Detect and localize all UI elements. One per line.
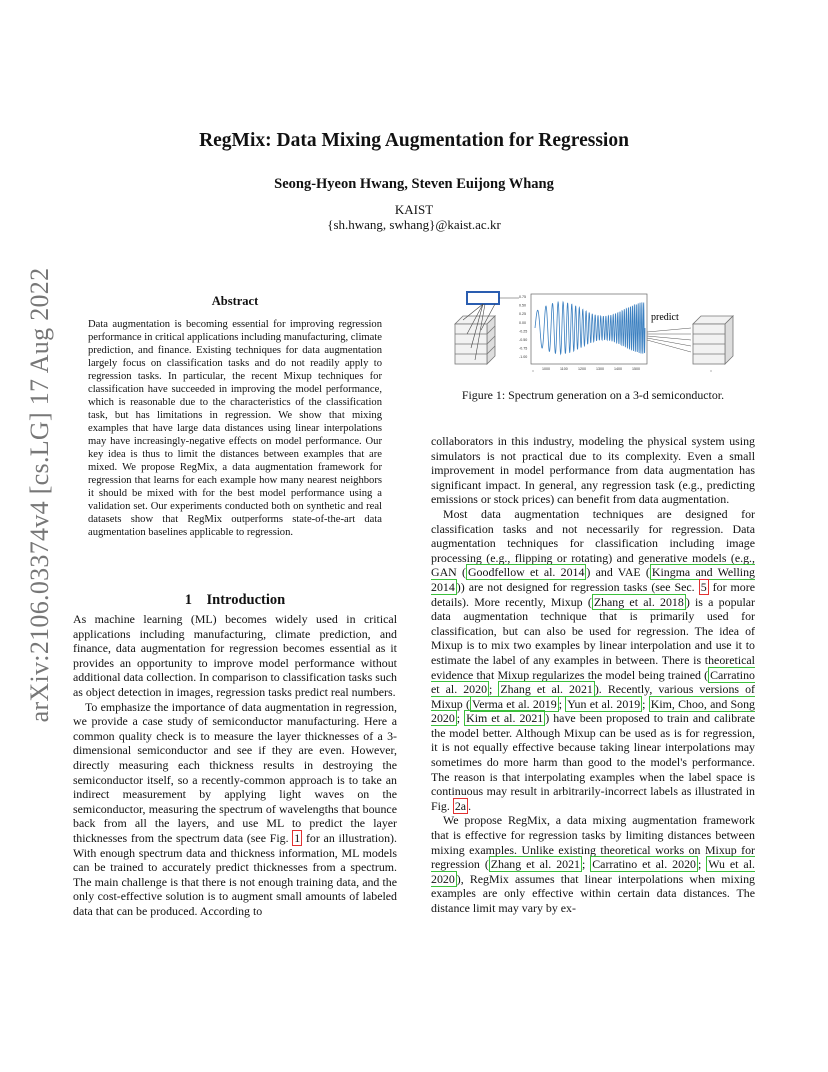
- text-span: for an illustration). With enough spectrum data and thickness information, ML models can be trained to accurately predict thicknesses from a spectrum. The main challenge is that there is not enough training data, and the only cost-effective solution is to augment small amounts of labeled data that can be produced. According to: [73, 830, 397, 918]
- arxiv-id: arXiv:2106.03374v4 [cs.LG] 17 Aug 2022: [25, 267, 54, 723]
- text-span: for more details). More recently, Mixup (: [431, 579, 755, 609]
- intro-paragraph-1: As machine learning (ML) becomes widely used in critical applications including manufacturing, climate prediction, and finance, data augmentation for regression becomes essential as it provides an opportunity to improve model performance without additional data collection. In comparison to classification tasks such as object detection in images, regression tasks predict real numbers.: [73, 612, 397, 699]
- y-tick-label: -0.50: [519, 338, 528, 342]
- paper-authors: Seong-Hyeon Hwang, Steven Euijong Whang: [274, 176, 554, 192]
- text-span: We propose RegMix, a data mixing augmentation framework that is effective for regression tasks by limiting distances between mixing examples. Unlike existing theoretical works on Mixup for regression (: [431, 813, 755, 872]
- col2-paragraph-2: [431, 507, 755, 813]
- citation-link[interactable]: Carratino et al. 2020: [431, 667, 755, 697]
- figure-1: [445, 286, 741, 378]
- spectrum-x-ticks: [542, 367, 640, 371]
- predict-label: predict: [651, 312, 679, 323]
- citation-link[interactable]: Verma et al. 2019: [471, 696, 557, 711]
- citation-link[interactable]: Yun et al. 2019: [567, 696, 641, 711]
- x-tick-label: 1400: [614, 367, 622, 371]
- predict-arrows: [647, 328, 691, 352]
- y-tick-label: -0.75: [519, 346, 528, 351]
- text-span: ;: [642, 696, 649, 711]
- figure-ref-link[interactable]: 1: [294, 830, 301, 845]
- citation-link[interactable]: Zhang et al. 2018: [593, 594, 684, 609]
- figure-ref-link[interactable]: 2a: [454, 798, 467, 813]
- citation-link[interactable]: Carratino et al. 2020: [592, 857, 696, 872]
- abstract-heading: Abstract: [211, 294, 259, 308]
- text-span: ), RegMix assumes that linear interpolations when mixing examples are only effective within certain data distances. The distance limit may vary by ex-: [431, 871, 755, 915]
- col2-paragraph-3: [431, 813, 755, 915]
- x-tick-label: 1500: [632, 367, 640, 371]
- text-span: ;: [581, 857, 591, 872]
- text-span: ;: [456, 711, 465, 726]
- citation-link[interactable]: Kingma and Welling 2014: [431, 565, 755, 594]
- arxiv-sidebar: [20, 267, 60, 723]
- citation-link[interactable]: Goodfellow et al. 2014: [467, 565, 585, 580]
- text-span: To emphasize the importance of data augmentation in regression, we provide a case study of semiconductor manufacturing. Here a common quality check is to measure the layer thicknesses of a 3-dimensional semiconductor and see if they are even. However, directly measuring each thickness results in destroying the semiconductor itself, so a recently-common approach is to take an indirect measurement by applying light waves on the semiconductor, measuring the spectrum of wavelengths that bounce back from all the layers, and use ML to predict the layer thicknesses from the spectrum data (see Fig.: [73, 699, 397, 845]
- affiliation-block: [0, 202, 828, 232]
- x-tick-label: 1000: [542, 367, 550, 371]
- y-tick-label: -1.00: [519, 355, 528, 360]
- y-tick-label: 0.00: [519, 320, 526, 325]
- citation-link[interactable]: Zhang et al. 2021: [490, 857, 580, 872]
- x-tick-label: 1300: [596, 367, 604, 371]
- y-tick-label: -0.25: [519, 329, 528, 334]
- x-tick-label: 1100: [560, 367, 568, 371]
- y-tick-label: 0.25: [519, 312, 526, 317]
- affiliation: KAIST: [394, 202, 434, 217]
- text-span: )) are not designed for regression tasks (see Sec.: [456, 579, 695, 594]
- text-span: ;: [697, 857, 707, 872]
- paper-title: RegMix: Data Mixing Augmentation for Regression: [199, 130, 629, 151]
- y-tick-label: 0.50: [519, 303, 526, 308]
- abstract-text: Data augmentation is becoming essential for improving regression performance in critical applications including manufacturing, climate prediction, and finance. Existing techniques for data augmentation largely focus on classification tasks and do not readily apply to regression tasks. In particular, the recent Mixup techniques for classification have succeeded in improving the model performance, which is reasonable due to the characteristics of the classification task, but has limitations in regression. We show that mixing examples that have large data distances using linear interpolations may have increasingly-negative effects on model performance. Our key idea is thus to limit the distances between examples that are mixed. We propose RegMix, a data augmentation framework for regression that learns for each example how many nearest neighbors it should be mixed with for the best model performance using a validation set. Our experiments conducted both on synthetic and real datasets show that RegMix outperforms state-of-the-art data augmentation baselines applicable to regression.: [88, 319, 382, 538]
- text-span: .: [468, 798, 472, 813]
- col2-paragraph-1: collaborators in this industry, modeling the physical system using simulators is not practical due to its complexity. Even a small improvement in model performance from data augmentation has significant impact. In general, any regression task (e.g., predicting emissions or stock prices) can benefit from data augmentation.: [431, 434, 755, 507]
- text-span: ) have been proposed to train and calibrate the model better. Although Mixup can be used as is for regression, it is not equally effective because taking linear interpolations may sometimes do more harm than good to the model's performance. The reason is that interpolating examples when the label space is continuous may result in arbitrarily-incorrect labels as illustrated in Fig.: [431, 711, 755, 813]
- section-title: Introduction: [206, 592, 286, 608]
- citation-link[interactable]: Kim et al. 2021: [466, 711, 544, 726]
- text-span: ;: [558, 696, 566, 711]
- x-tick-label: 1200: [578, 367, 586, 371]
- text-span: ) and VAE (: [586, 565, 650, 580]
- text-span: Most data augmentation techniques are designed for classification tasks and not necessarily for regression. Data augmentation techniques for classification including image processing (e.g., flipping or rotating) and generative models (e.g., GAN (: [431, 506, 755, 580]
- section-heading-introduction: [73, 592, 397, 609]
- y-tick-label: 0.75: [519, 295, 526, 299]
- light-source-box: [467, 292, 499, 304]
- figure-caption: Figure 1: Spectrum generation on a 3-d semiconductor.: [461, 388, 725, 402]
- semiconductor-left-icon: [455, 316, 495, 364]
- citation-link[interactable]: Wu et al. 2020: [431, 857, 755, 886]
- text-span: ;: [489, 682, 499, 697]
- section-ref-link[interactable]: 5: [700, 579, 707, 594]
- text-span: ) is a popular data augmentation technique that is primarily used for classification, but can also be used for regression. The idea of Mixup is to mix two examples by linear interpolation and use it to estimate the label of any examples in between. There is theoretical evidence that Mixup regularizes the model being trained (: [431, 594, 755, 682]
- text-span: ). Recently, various versions of Mixup (: [431, 682, 755, 711]
- intro-paragraph-2: [73, 700, 397, 919]
- author-emails: {sh.hwang, swhang}@kaist.ac.kr: [327, 217, 501, 232]
- spectrum-y-ticks: [519, 295, 527, 359]
- right-column-body: [431, 434, 755, 916]
- semiconductor-right-icon: [693, 316, 733, 364]
- left-column-body: [73, 612, 397, 918]
- citation-link[interactable]: Kim, Choo, and Song 2020: [431, 696, 756, 726]
- citation-link[interactable]: Zhang et al. 2021: [500, 682, 593, 697]
- section-number: 1: [184, 592, 193, 608]
